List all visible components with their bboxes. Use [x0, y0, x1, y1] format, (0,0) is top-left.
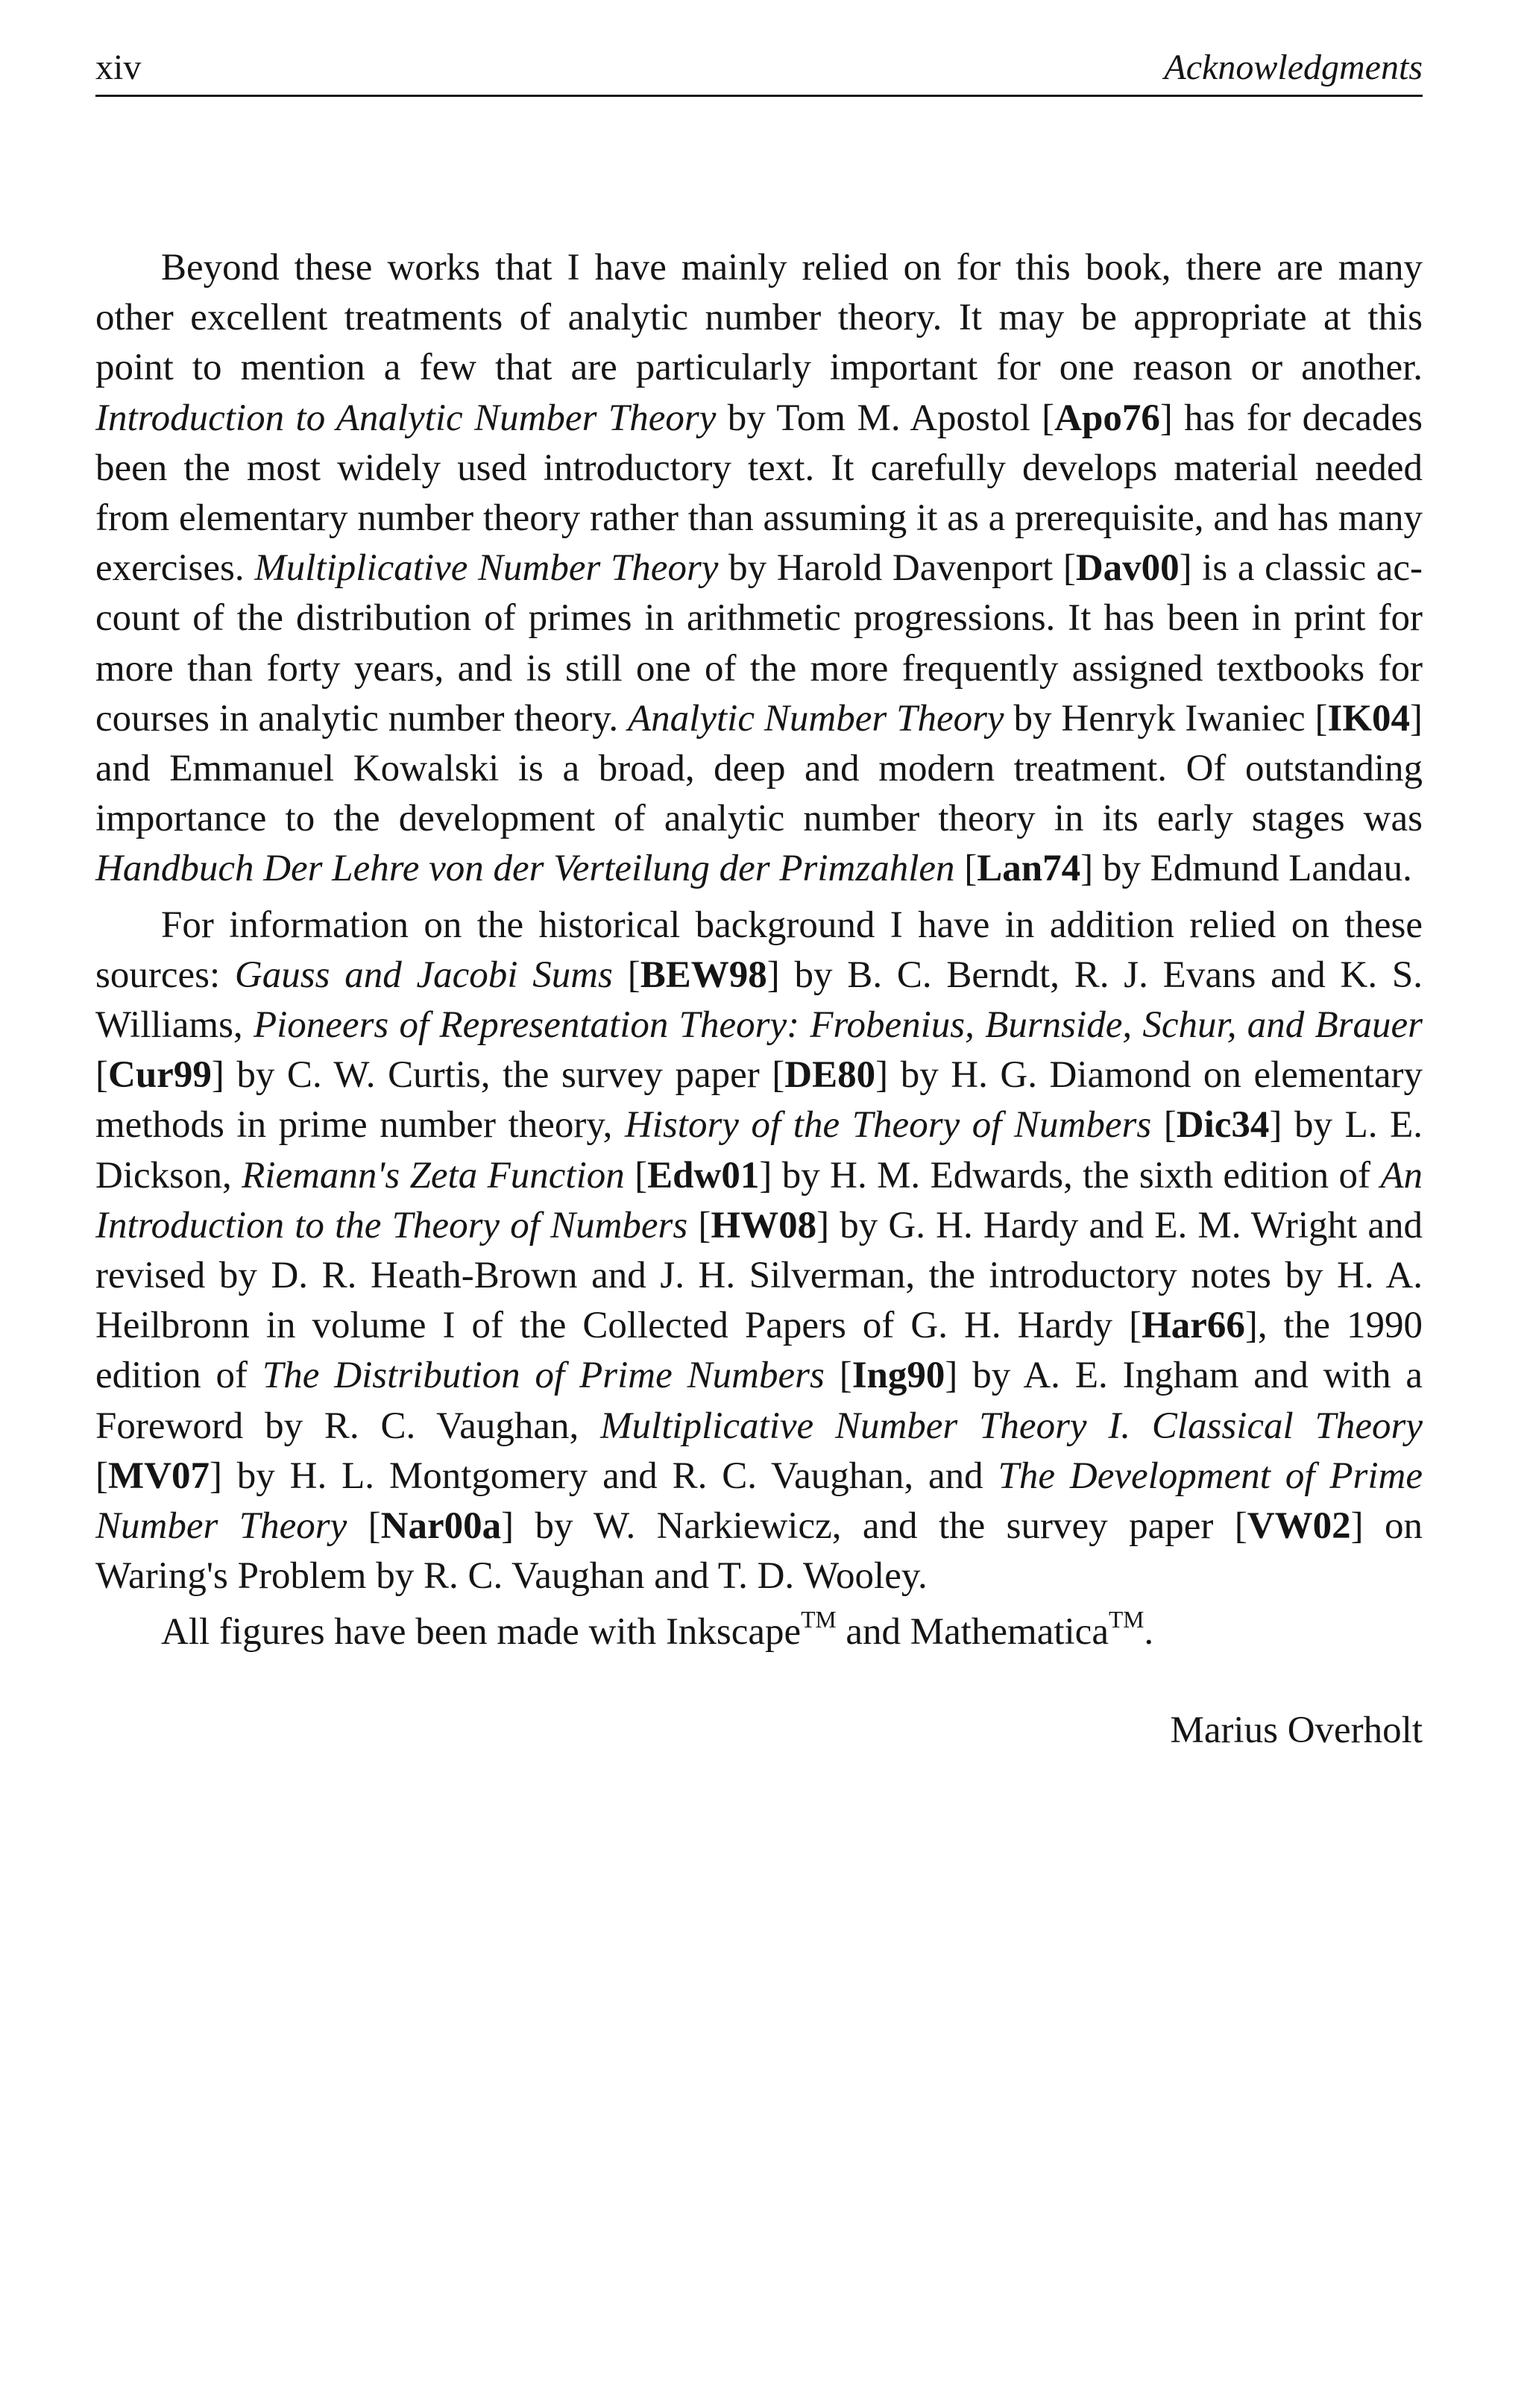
text-run: ] by C. W. Curtis, the survey paper [: [211, 1054, 785, 1097]
paragraph: [95, 1607, 1423, 1657]
text-run: by Tom M. Apostol [: [716, 397, 1055, 439]
text-run: ] has for decades been the most widely used introductory text. It carefully develops material needed from elementary number theory rather than assuming it as a prerequisite, and has many exercises.: [95, 397, 1423, 590]
paragraph: [95, 243, 1423, 895]
book-title: Riemann's Zeta Function: [242, 1154, 625, 1197]
book-title: An Introduction to the Theory of Numbers: [95, 1154, 1423, 1246]
text-run: .: [1144, 1611, 1154, 1654]
book-title: The Development of Prime Number Theory: [95, 1454, 1423, 1548]
citation-key: Ing90: [851, 1355, 945, 1397]
text-run: All figures have been made with Inkscape: [161, 1611, 802, 1654]
text-run: [: [624, 1154, 648, 1197]
text-run: ] by G. H. Hardy and E. M. Wright and revised by D. R. Heath-Brown and J. H. Silverman, the introductory notes by H. A. Heilbronn in volume I of the Collected Papers of G. H. Hardy [: [95, 1204, 1423, 1347]
text-run: ] is a classic account of the distribution of primes in arithmetic progressions. It has been in print for more than forty years, and is still one of the more frequently assigned textbooks for courses in analytic number theory.: [95, 547, 1423, 740]
book-title: Handbuch Der Lehre von der Verteilung der Primzahlen: [95, 848, 955, 890]
page: [95, 41, 1423, 1756]
book-title: Gauss and Jacobi Sums: [234, 954, 613, 996]
book-title: Analytic Number Theory: [628, 697, 1004, 740]
text-run: [: [954, 848, 977, 890]
text-run: ] by W. Narkiewicz, and the survey paper [: [501, 1505, 1247, 1548]
text-run: ] by L. E. Dickson,: [95, 1104, 1423, 1197]
text-run: ] and Emmanuel Kowalski is a broad, deep and modern treatment. Of outstanding importance to the development of analytic number theory in its early stages was: [95, 697, 1423, 840]
citation-key: DE80: [784, 1054, 876, 1097]
running-head: [95, 41, 1423, 97]
citation-key: HW08: [711, 1204, 817, 1246]
text-run: ], the 1990 edition of: [95, 1305, 1423, 1397]
text-run: ] by Edmund Landau.: [1080, 848, 1412, 890]
text-run: [: [95, 1454, 108, 1497]
book-title: Pioneers of Representation Theory: Frobenius, Burnside, Schur, and Brauer: [253, 1004, 1423, 1047]
citation-key: Edw01: [647, 1154, 760, 1197]
text-run: For information on the historical background I have in addition relied on these sources:: [95, 904, 1423, 996]
chapter-title: Acknowledgments: [1164, 48, 1423, 87]
book-title: Multiplicative Number Theory I. Classical Theory: [600, 1405, 1423, 1447]
text-run: ] by A. E. Ingham and with a Foreword by R. C. Vaughan,: [95, 1355, 1423, 1447]
author-signature: Marius Overholt: [1170, 1709, 1423, 1751]
citation-key: VW02: [1247, 1505, 1351, 1548]
citation-key: Cur99: [107, 1054, 212, 1097]
trademark-mark: TM: [801, 1607, 837, 1633]
citation-key: Dic34: [1176, 1104, 1270, 1147]
text-run: [: [95, 1054, 108, 1097]
book-title: History of the Theory of Numbers: [624, 1104, 1152, 1147]
citation-key: Apo76: [1054, 397, 1160, 439]
text-run: ] on Waring's Problem by R. C. Vaughan and T. D. Wooley.: [95, 1505, 1423, 1598]
text-run: Beyond these works that I have mainly relied on for this book, there are many other excellent treatments of analytic number theory. It may be appropriate at this point to mention a few that are particularly important for one reason or another.: [95, 247, 1423, 389]
text-run: ] by H. G. Diamond on elementary methods in prime number theory,: [95, 1054, 1423, 1147]
text-run: by Henryk Iwaniec [: [1004, 697, 1328, 740]
citation-key: Dav00: [1075, 547, 1180, 590]
page-number: xiv: [95, 48, 142, 87]
text-run: ] by H. L. Montgomery and R. C. Vaughan, and: [209, 1454, 998, 1497]
citation-key: BEW98: [640, 954, 767, 996]
trademark-mark: TM: [1108, 1607, 1145, 1633]
text-run: and Mathematica: [836, 1611, 1109, 1654]
text-run: [: [1151, 1104, 1177, 1147]
citation-key: Nar00a: [380, 1505, 502, 1548]
book-title: The Distribution of Prime Numbers: [262, 1355, 825, 1397]
text-run: [: [824, 1355, 852, 1397]
text-run: [: [687, 1204, 711, 1246]
body-text: [95, 243, 1423, 1658]
text-run: ] by B. C. Berndt, R. J. Evans and K. S. Williams,: [95, 954, 1423, 1047]
text-run: [: [347, 1505, 381, 1548]
text-run: by Harold Davenport [: [718, 547, 1076, 590]
citation-key: Lan74: [977, 848, 1081, 890]
citation-key: IK04: [1327, 697, 1411, 740]
paragraph: [95, 901, 1423, 1602]
book-title: Introduction to Analytic Number Theory: [95, 397, 717, 439]
text-run: [: [612, 954, 640, 996]
citation-key: Har66: [1142, 1305, 1245, 1347]
citation-key: MV07: [107, 1454, 210, 1497]
text-run: ] by H. M. Edwards, the sixth edition of: [759, 1154, 1381, 1197]
book-title: Multiplicative Number Theory: [254, 547, 719, 590]
